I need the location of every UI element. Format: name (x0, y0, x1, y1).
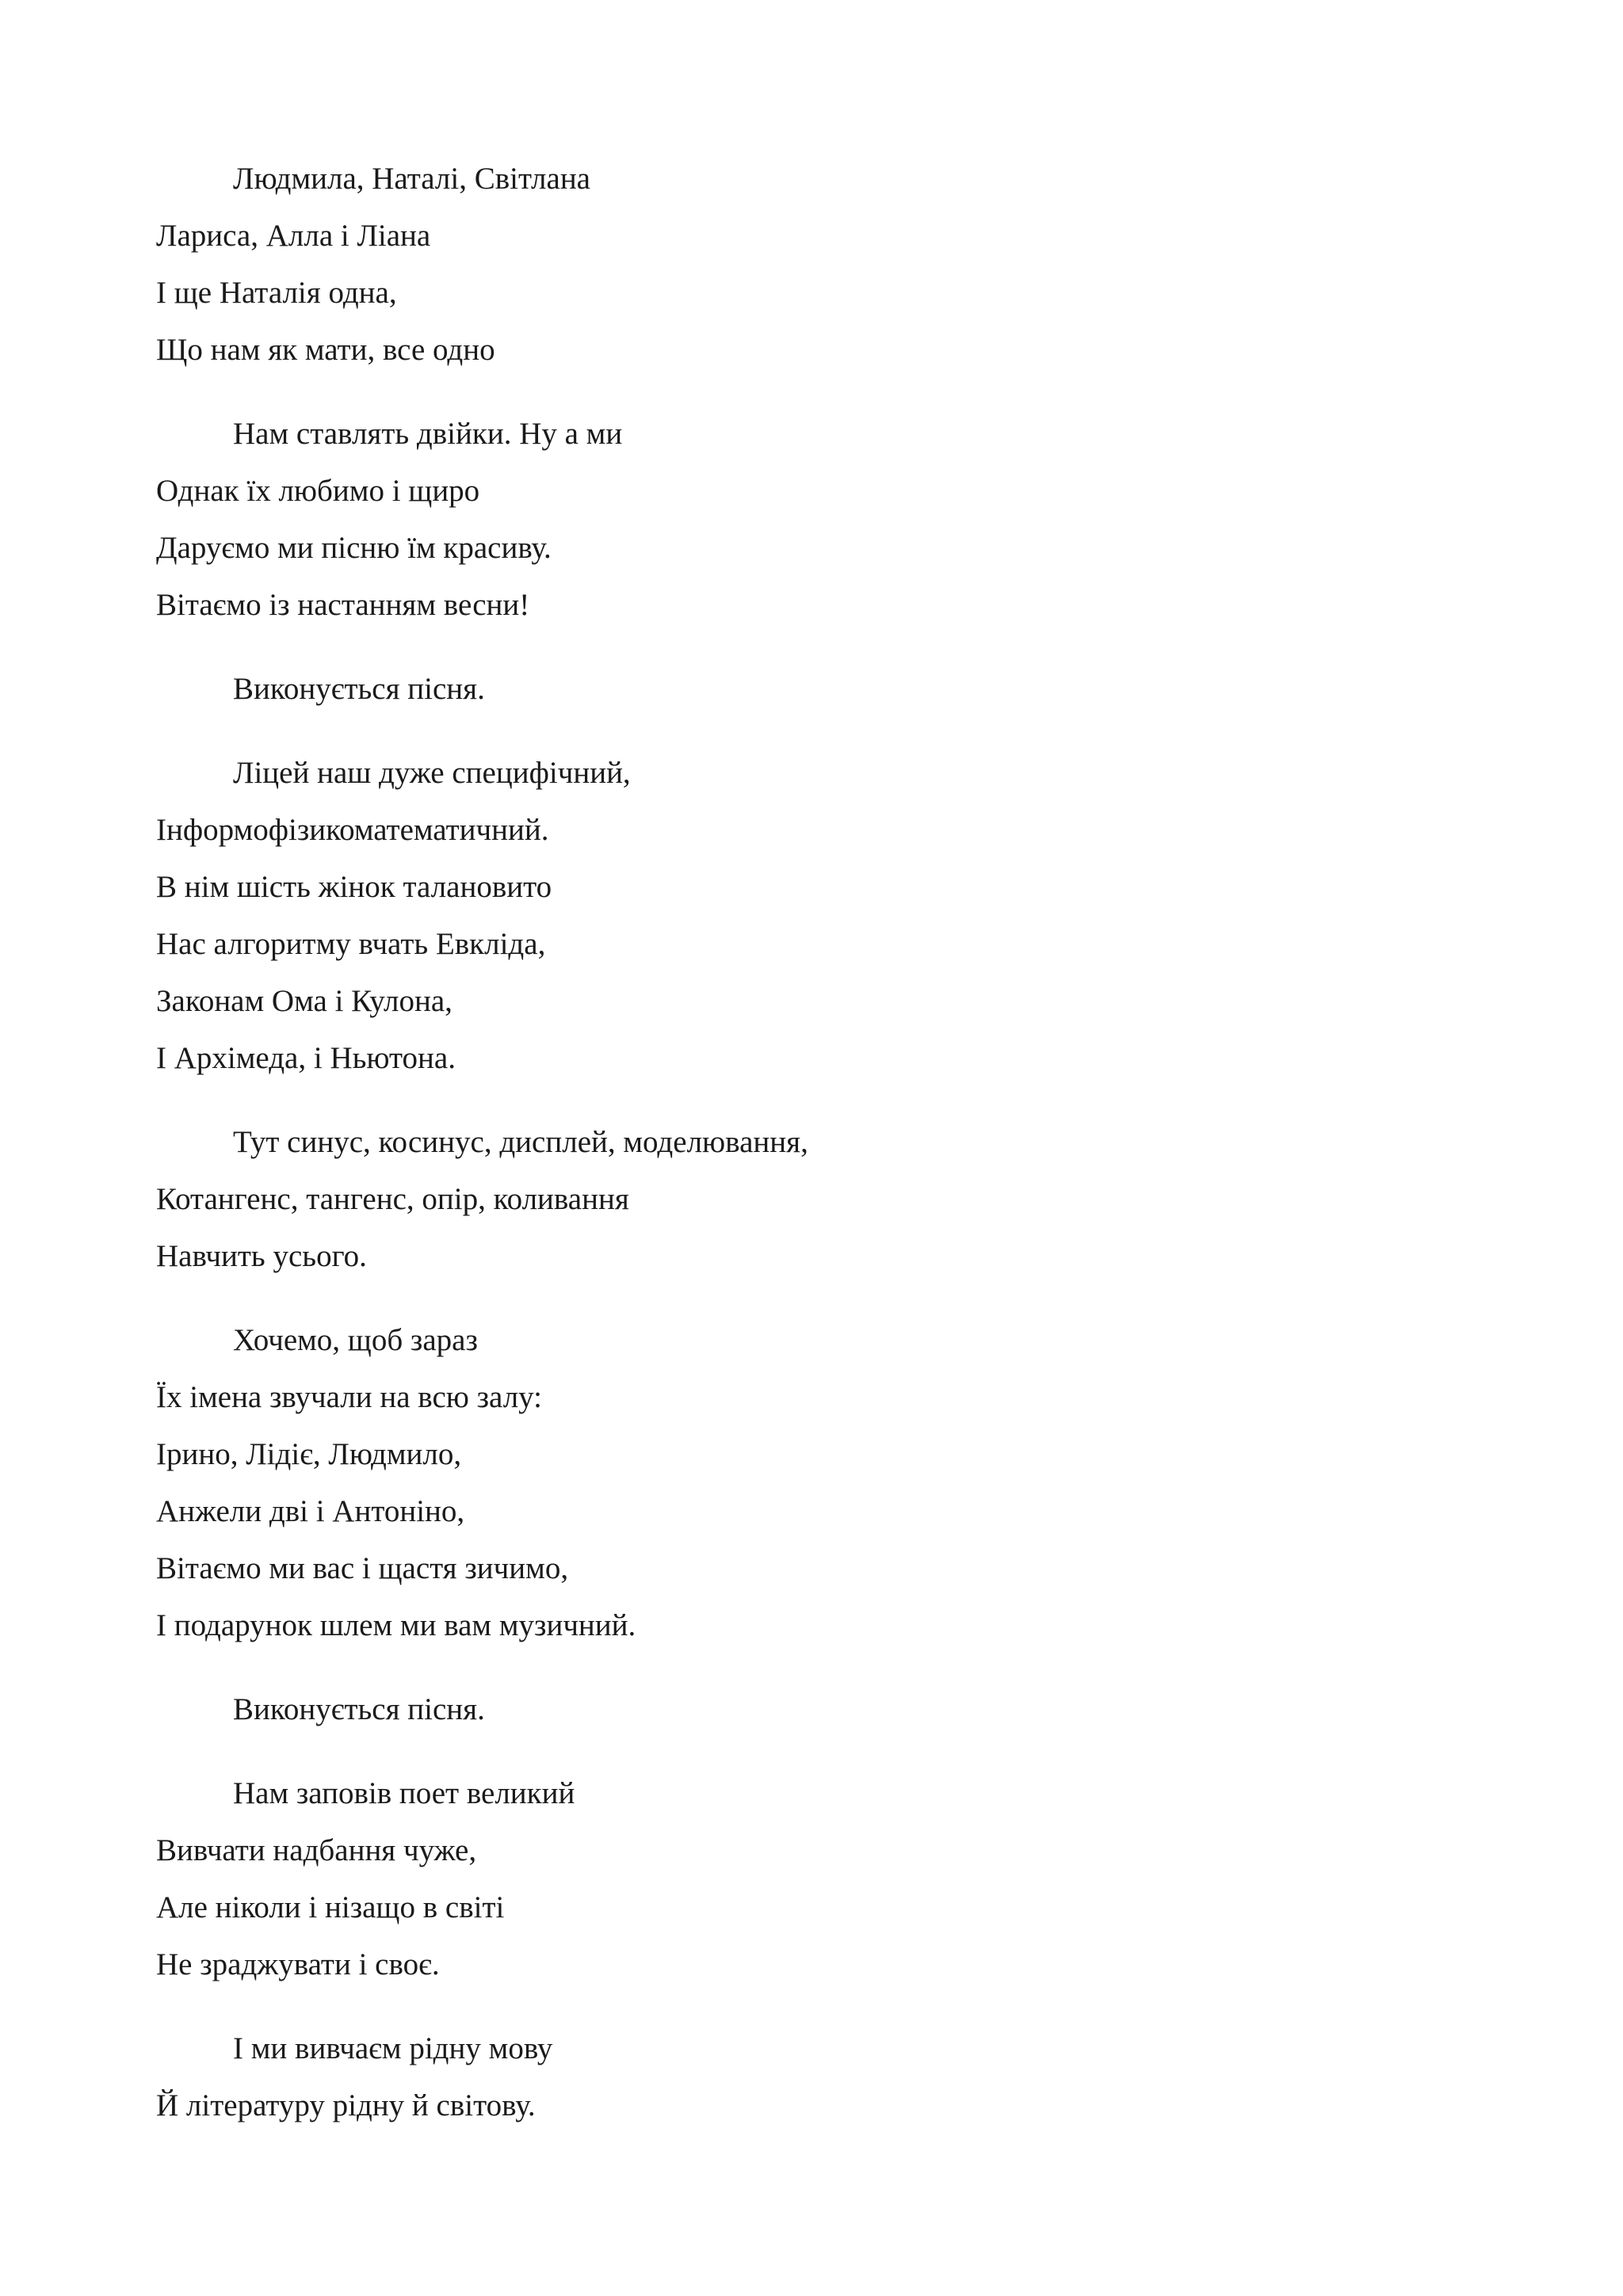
poem-line: Людмила, Наталі, Світлана (233, 162, 590, 196)
poem-line: І подарунок шлем ми вам музичний. (156, 1608, 636, 1642)
poem-line: Не зраджувати і своє. (156, 1947, 440, 1981)
stanza-2 (156, 406, 1503, 634)
poem-line: Тут синус, косинус, дисплей, моделювання, (233, 1125, 808, 1159)
poem-line: Хочемо, щоб зараз (233, 1323, 478, 1357)
poem-line: І Архімеда, і Ньютона. (156, 1041, 456, 1075)
stanza-4 (156, 1114, 1503, 1285)
stanza-1 (156, 151, 1503, 379)
poem-line: Що нам як мати, все одно (156, 333, 495, 367)
poem-line: Інформофізикоматематичний. (156, 813, 549, 847)
poem-line: Їх імена звучали на всю залу: (156, 1380, 542, 1414)
poem-line: Законам Ома і Кулона, (156, 984, 453, 1018)
poem-line: І ми вивчаєм рідну мову (233, 2031, 553, 2065)
stage-direction: Виконується пісня. (233, 672, 485, 706)
poem-text (156, 151, 1503, 2161)
stanza-7 (156, 2020, 1503, 2134)
stanza-3 (156, 745, 1503, 1087)
poem-line: Нам заповів поет великий (233, 1776, 575, 1810)
poem-line: І ще Наталія одна, (156, 276, 397, 310)
stage-direction-1 (156, 661, 1503, 718)
poem-line: Однак їх любимо і щиро (156, 474, 480, 508)
poem-line: Даруємо ми пісню їм красиву. (156, 531, 552, 565)
stage-direction: Виконується пісня. (233, 1692, 485, 1726)
poem-line: В нім шість жінок талановито (156, 870, 552, 904)
poem-line: Вивчати надбання чуже, (156, 1833, 477, 1867)
stage-direction-2 (156, 1681, 1503, 1738)
poem-line: Нам ставлять двійки. Ну а ми (233, 417, 623, 451)
poem-line: Вітаємо ми вас і щастя зичимо, (156, 1551, 569, 1585)
poem-line: Навчить усього. (156, 1239, 367, 1273)
poem-line: Лариса, Алла і Ліана (156, 219, 431, 253)
poem-line: Й літературу рідну й світову. (156, 2088, 536, 2122)
poem-line: Анжели дві і Антоніно, (156, 1494, 465, 1528)
poem-line: Але ніколи і нізащо в світі (156, 1890, 505, 1924)
poem-line: Нас алгоритму вчать Евкліда, (156, 927, 546, 961)
stanza-6 (156, 1765, 1503, 1993)
stanza-5 (156, 1312, 1503, 1654)
poem-line: Ірино, Лідіє, Людмило, (156, 1437, 462, 1471)
poem-line: Вітаємо із настанням весни! (156, 588, 530, 622)
poem-line: Котангенс, тангенс, опір, коливання (156, 1182, 629, 1216)
poem-line: Ліцей наш дуже специфічний, (233, 756, 631, 790)
